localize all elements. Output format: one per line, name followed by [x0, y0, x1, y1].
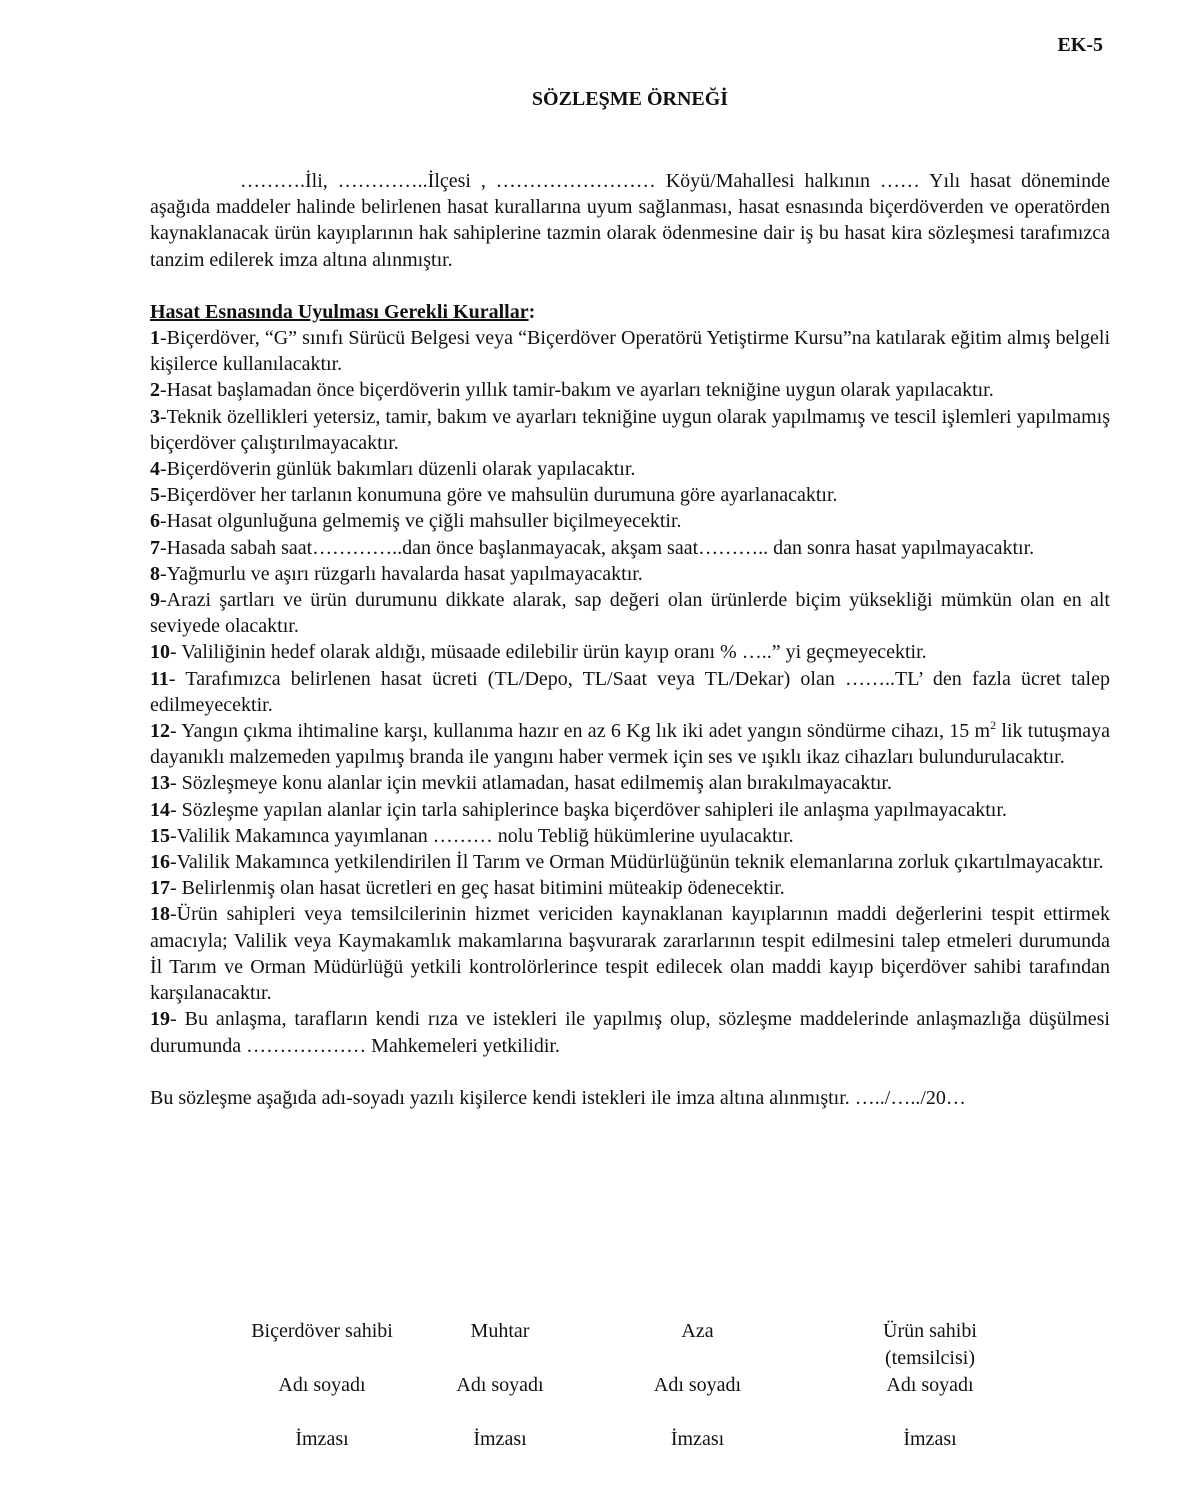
- rule-separator: -: [160, 484, 167, 507]
- rule-separator: -: [170, 903, 177, 926]
- signature-column-aza: [630, 1318, 765, 1453]
- rule-number: 15: [150, 824, 170, 847]
- rule-item: [150, 482, 1110, 508]
- rule-number: 6: [150, 510, 160, 533]
- rule-item: [150, 797, 1110, 823]
- rule-separator: -: [170, 851, 177, 874]
- rule-text: Biçerdöverin günlük bakımları düzenli olarak yapılacaktır.: [166, 458, 636, 481]
- rule-item: [150, 325, 1110, 377]
- rule-item: [150, 666, 1110, 718]
- document-body: [150, 168, 1110, 1111]
- rule-separator: -: [170, 824, 177, 847]
- rule-text: Tarafımızca belirlenen hasat ücreti (TL/Depo, TL/Saat veya TL/Dekar) olan ……..TL’ den fazla ücret talep edilmeyecektir.: [150, 667, 1110, 716]
- rule-separator: -: [170, 720, 182, 743]
- rule-number: 13: [150, 772, 170, 795]
- rule-number: 16: [150, 851, 170, 874]
- rule-number: 17: [150, 877, 170, 900]
- rule-item: [150, 456, 1110, 482]
- rule-text: Valiliğinin hedef olarak aldığı, müsaade edilebilir ürün kayıp oranı % …..” yi geçmeyecektir.: [181, 641, 927, 664]
- rule-text: Belirlenmiş olan hasat ücretleri en geç hasat bitimini müteakip ödenecektir.: [181, 877, 785, 900]
- rule-number: 9: [150, 589, 160, 612]
- rule-separator: -: [160, 589, 167, 612]
- rule-text: Biçerdöver her tarlanın konumuna göre ve mahsulün durumuna göre ayarlanacaktır.: [166, 484, 838, 507]
- signature-column-crop-owner: [865, 1318, 995, 1453]
- rule-separator: -: [160, 458, 167, 481]
- rule-item: [150, 823, 1110, 849]
- rule-text: Hasat olgunluğuna gelmemiş ve çiğli mahsuller biçilmeyecektir.: [166, 510, 682, 533]
- rule-text: Ürün sahipleri veya temsilcilerinin hizmet vericiden kaynaklanan kayıplarının maddi değerlerini tespit ettirmek amacıyla; Valilik veya Kaymakamlık makamlarına başvurarak zararlarının tespit edilmesini talep etmeleri durumunda İl Tarım ve Orman Müdürlüğü yetkili kontrolörlerince tespit edilecek olan maddi kayıp biçerdöver sahibi tarafından karşılanacaktır.: [150, 903, 1110, 1005]
- rule-text: Biçerdöver, “G” sınıfı Sürücü Belgesi veya “Biçerdöver Operatörü Yetiştirme Kursu”na katılarak eğitim almış belgeli kişilerce kullanılacaktır.: [150, 327, 1110, 376]
- rule-text: Valilik Makamınca yetkilendirilen İl Tarım ve Orman Müdürlüğünün teknik elemanlarına zorluk çıkartılmayacaktır.: [176, 851, 1104, 874]
- rule-separator: -: [160, 562, 167, 585]
- rule-number: 18: [150, 903, 170, 926]
- rule-item: [150, 561, 1110, 587]
- signature-sign-label: İmzası: [295, 1428, 349, 1450]
- rule-separator: -: [160, 510, 167, 533]
- rule-separator: -: [160, 405, 167, 428]
- rule-number: 12: [150, 720, 170, 743]
- rule-number: 14: [150, 798, 170, 821]
- rule-item: [150, 404, 1110, 456]
- rules-heading-colon: :: [528, 300, 536, 323]
- rule-separator: -: [170, 877, 182, 900]
- rule-text-continued: lik tutuşmaya dayanıklı malzemeden yapılmış branda ile yangını haber vermek için ses ve ışıklı ikaz cihazları bulundurulacaktır.: [150, 720, 1110, 769]
- rule-item: [150, 770, 1110, 796]
- rule-text: Sözleşmeye konu alanlar için mevkii atlamadan, hasat edilmemiş alan bırakılmayacaktır.: [181, 772, 892, 795]
- signature-role: Ürün sahibi (temsilcisi): [883, 1320, 977, 1369]
- rule-separator: -: [160, 379, 167, 402]
- rule-number: 4: [150, 458, 160, 481]
- signature-name-label: Adı soyadı: [456, 1374, 544, 1396]
- rule-item: [150, 639, 1110, 665]
- closing-statement: Bu sözleşme aşağıda adı-soyadı yazılı kişilerce kendi istekleri ile imza altına alınmıştır. …../…../20…: [150, 1086, 966, 1109]
- rule-text: Arazi şartları ve ürün durumunu dikkate alarak, sap değeri olan ürünlerde biçim yüksekliği mümkün olan en alt seviyede olacaktır.: [150, 589, 1110, 638]
- rule-item: [150, 535, 1110, 561]
- rule-text: Yağmurlu ve aşırı rüzgarlı havalarda hasat yapılmayacaktır.: [166, 562, 643, 585]
- rule-text: Sözleşme yapılan alanlar için tarla sahiplerince başka biçerdöver sahipleri ile anlaşma yapılmayacaktır.: [181, 798, 1007, 821]
- rule-number: 3: [150, 405, 160, 428]
- rule-text: Valilik Makamınca yayımlanan ……… nolu Tebliğ hükümlerine uyulacaktır.: [176, 824, 794, 847]
- rule-item: [150, 587, 1110, 639]
- signature-block: [0, 1318, 1200, 1478]
- signature-name-label: Adı soyadı: [278, 1374, 366, 1396]
- rule-text: Bu anlaşma, tarafların kendi rıza ve istekleri ile yapılmış olup, sözleşme maddelerinde anlaşmazlığa düşülmesi durumunda ……………… Mahkemeleri yetkilidir.: [150, 1008, 1110, 1057]
- intro-paragraph: ……….İli, …………..İlçesi , …………………… Köyü/Mahallesi halkının …… Yılı hasat döneminde aşağıda maddeler halinde belirlenen hasat kurallarına uyum sağlanması, hasat esnasında biçerdöverden ve operatörden kaynaklanacak ürün kayıplarının hak sahiplerine tazmin olarak ödenmesine dair iş bu hasat kira sözleşmesi tarafımızca tanzim edilerek imza altına alınmıştır.: [150, 170, 1110, 271]
- rule-item: [150, 849, 1110, 875]
- rule-item: [150, 1006, 1110, 1058]
- rule-item: [150, 718, 1110, 770]
- signature-role: Muhtar: [470, 1320, 530, 1342]
- rule-item: [150, 377, 1110, 403]
- signature-name-label: Adı soyadı: [886, 1374, 974, 1396]
- rule-item: [150, 901, 1110, 1006]
- rule-number: 19: [150, 1008, 170, 1031]
- rule-number: 11: [150, 667, 169, 690]
- signature-sign-label: İmzası: [473, 1428, 527, 1450]
- rule-item: [150, 875, 1110, 901]
- rule-separator: -: [168, 667, 186, 690]
- rule-item: [150, 508, 1110, 534]
- signature-name-label: Adı soyadı: [653, 1374, 742, 1396]
- rule-separator: -: [160, 536, 167, 559]
- rule-text: Hasat başlamadan önce biçerdöverin yıllık tamir-bakım ve ayarları tekniğine uygun olarak yapılacaktır.: [166, 379, 994, 402]
- rule-number: 5: [150, 484, 160, 507]
- rule-separator: -: [170, 641, 182, 664]
- annex-label: EK-5: [1057, 34, 1103, 56]
- rule-separator: -: [160, 327, 167, 350]
- signature-column-muhtar: [445, 1318, 555, 1453]
- rule-text: Teknik özellikleri yetersiz, tamir, bakım ve ayarları tekniğine uygun olarak yapılmamış ve tescil işlemleri yapılmamış biçerdöver çalıştırılmayacaktır.: [150, 405, 1110, 454]
- rule-number: 2: [150, 379, 160, 402]
- page-title: SÖZLEŞME ÖRNEĞİ: [531, 88, 729, 110]
- rule-separator: -: [170, 772, 182, 795]
- rule-separator: -: [170, 798, 182, 821]
- signature-column-harvester-owner: [232, 1318, 412, 1453]
- rules-list: [150, 325, 1110, 1059]
- superscript-2: 2: [990, 718, 997, 733]
- signature-role: Biçerdöver sahibi: [251, 1320, 393, 1342]
- rule-number: 7: [150, 536, 160, 559]
- rule-text: Hasada sabah saat…………..dan önce başlanmayacak, akşam saat……….. dan sonra hasat yapılmayacaktır.: [166, 536, 1035, 559]
- signature-sign-label: İmzası: [903, 1428, 957, 1450]
- rule-number: 1: [150, 327, 160, 350]
- signature-sign-label: İmzası: [670, 1428, 725, 1450]
- rule-text: Yangın çıkma ihtimaline karşı, kullanıma hazır en az 6 Kg lık iki adet yangın söndürme cihazı, 15 m: [181, 720, 991, 743]
- rule-number: 10: [150, 641, 170, 664]
- rule-separator: -: [170, 1008, 185, 1031]
- rules-heading-text: Hasat Esnasında Uyulması Gerekli Kurallar: [150, 300, 529, 323]
- rules-heading: [150, 299, 1110, 325]
- signature-role: Aza: [681, 1320, 714, 1342]
- rule-number: 8: [150, 562, 160, 585]
